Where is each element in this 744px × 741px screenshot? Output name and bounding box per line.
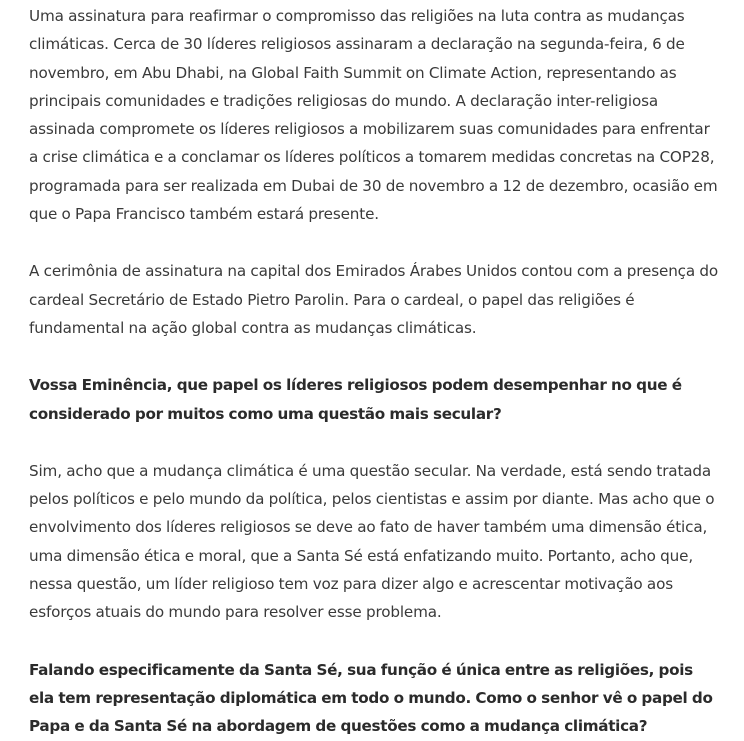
paragraph-spacer [29,342,719,371]
paragraph-spacer [29,627,719,656]
interview-question-religious-role: Vossa Eminência, que papel os líderes religiosos podem desempenhar no que é considerado por muitos como uma questão mais secular? [29,376,682,423]
interview-question-holy-see: Falando especificamente da Santa Sé, sua função é única entre as religiões, pois ela tem representação diplomática em todo o mundo. Como o senhor vê o papel do Papa e da Santa Sé na abordagem de questões como a mudança climática? [29,660,713,736]
article-paragraph-intro: Uma assinatura para reafirmar o compromisso das religiões na luta contra as mudanças climáticas. Cerca de 30 líderes religiosos assinaram a declaração na segunda-feira, 6 de novembro, em Abu Dhabi, na Global Faith Summit on Climate Action, representando as principais comunidades e tradições religiosas do mundo. A declaração inter-religiosa assinada compromete os líderes religiosos a mobilizarem suas comunidades para enfrentar a crise climática e a conclamar os líderes políticos a tomarem medidas concretas na COP28, programada para ser realizada em Dubai de 30 de novembro a 12 de dezembro, ocasião em que o Papa Francisco também estará presente. [29,7,718,224]
paragraph-spacer [29,228,719,257]
article-paragraph-ceremony: A cerimônia de assinatura na capital dos Emirados Árabes Unidos contou com a presença do cardeal Secretário de Estado Pietro Parolin. Para o cardeal, o papel das religiões é fundamental na ação global contra as mudanças climáticas. [29,262,719,337]
paragraph-spacer [29,428,719,457]
article-body [29,2,719,741]
interview-answer-secular-issue: Sim, acho que a mudança climática é uma questão secular. Na verdade, está sendo tratada pelos políticos e pelo mundo da política, pelos cientistas e assim por diante. Mas acho que o envolvimento dos líderes religiosos se deve ao fato de haver também uma dimensão ética, uma dimensão ética e moral, que a Santa Sé está enfatizando muito. Portanto, acho que, nessa questão, um líder religioso tem voz para dizer algo e acrescentar motivação aos esforços atuais do mundo para resolver esse problema. [29,461,715,622]
